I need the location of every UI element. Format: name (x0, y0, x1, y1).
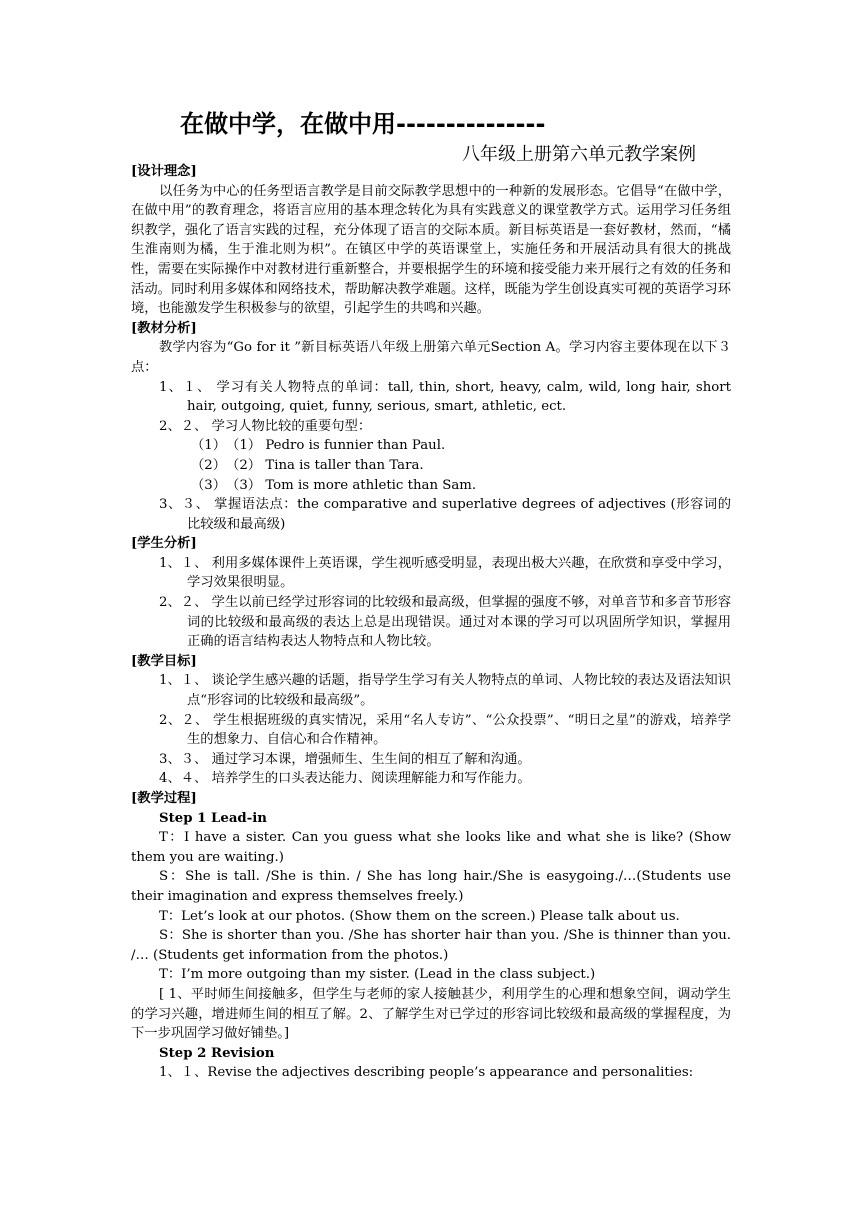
revision-item-1: 1、１、Revise the adjectives describing people’s appearance and personalities: (159, 1065, 694, 1081)
dialogue-line-2: S：She is tall. /She is thin. / She has long hair./She is easygoing./…(Students use their imagination and express themselves freely.) (131, 869, 731, 904)
material-subitem-3: （3） （3） Tom is more athletic than Sam. (191, 477, 477, 493)
document-body (131, 162, 731, 1083)
process-note: [ 1、平时师生间接触多，但学生与老师的家人接触甚少，利用学生的心理和想象空间，调动学生的学习兴趣，增进师生间的相互了解。2、了解学生对已学过的形容词比较级和最高级的掌握程度，为下一步巩固学习做好铺垫。] (131, 986, 731, 1042)
section-heading-process: [教学过程] (131, 791, 197, 806)
goals-item-1: 1、１、 谈论学生感兴趣的话题，指导学生学习有关人物特点的单词、人物比较的表达及语法知识点“形容词的比较级和最高级”。 (159, 673, 731, 709)
material-item-2: 2、２、 学习人物比较的重要句型： (159, 418, 372, 434)
dialogue-line-5: T：I’m more outgoing than my sister. (Lead in the class subject.) (159, 967, 596, 983)
material-item-1: 1、１、 学习有关人物特点的单词：tall, thin, short, heavy, calm, wild, long hair, short hair, outgoing, quiet, funny, serious, smart, athletic, ect. (159, 379, 731, 415)
section-heading-design: [设计理念] (131, 164, 197, 179)
material-item-3: 3、３、 掌握语法点：the comparative and superlative degrees of adjectives (形容词的比较级和最高级) (159, 497, 731, 532)
dialogue-line-1: T：I have a sister. Can you guess what she looks like and what she is like? (Show them you are waiting.) (131, 830, 731, 865)
material-subitem-2: （2） （2） Tina is taller than Tara. (191, 457, 424, 473)
section-heading-material: [教材分析] (131, 320, 197, 336)
step-1-heading: Step 1 Lead-in (159, 810, 267, 826)
document-title: 在做中学，在做中用--------------- (180, 110, 546, 138)
goals-item-4: 4、４、 培养学生的口头表达能力、阅读理解能力和写作能力。 (159, 771, 531, 787)
material-subitem-1: （1） （1） Pedro is funnier than Paul. (191, 438, 446, 454)
goals-item-3: 3、３、 通过学习本课，增强师生、生生间的相互了解和沟通。 (159, 751, 531, 767)
goals-item-2: 2、２、 学生根据班级的真实情况，采用“名人专访”、“公众投票”、“明日之星”的游戏，培养学生的想象力、自信心和合作精神。 (159, 712, 731, 748)
dialogue-line-4: S：She is shorter than you. /She has shorter hair than you. /She is thinner than you. /… (Students get information from the photos.) (131, 928, 731, 963)
section-heading-goals: [教学目标] (131, 653, 197, 669)
design-paragraph: 以任务为中心的任务型语言教学是目前交际教学思想中的一种新的发展形态。它倡导“在做中学，在做中用”的教育理念，将语言应用的基本理念转化为具有实践意义的课堂教学方式。运用学习任务组织教学，强化了语言实践的过程，充分体现了语言的交际本质。新目标英语是一套好教材，然而，“橘生淮南则为橘，生于淮北则为枳”。在镇区中学的英语课堂上，实施任务和开展活动具有很大的挑战性，需要在实际操作中对教材进行重新整合，并要根据学生的环境和接受能力来开展行之有效的任务和活动。同时利用多媒体和网络技术，帮助解决教学难题。这样，既能为学生创设真实可视的英语学习环境，也能激发学生积极参与的欲望，引起学生的共鸣和兴趣。 (131, 183, 731, 317)
students-item-2: 2、２、 学生以前已经学过形容词的比较级和最高级，但掌握的强度不够，对单音节和多音节形容词的比较级和最高级的表达上总是出现错误。通过对本课的学习可以巩固所学知识，掌握用正确的语言结构表达人物特点和人物比较。 (159, 595, 731, 650)
students-item-1: 1、１、 利用多媒体课件上英语课，学生视听感受明显，表现出极大兴趣，在欣赏和享受中学习，学习效果很明显。 (159, 555, 731, 591)
material-paragraph: 教学内容为“Go for it ”新目标英语八年级上册第六单元Section A。学习内容主要体现在以下３点： (131, 340, 731, 375)
section-heading-students: [学生分析] (131, 536, 197, 552)
dialogue-line-3: T：Let’s look at our photos. (Show them on the screen.) Please talk about us. (159, 908, 680, 924)
step-2-heading: Step 2 Revision (159, 1045, 275, 1061)
document-subtitle: 八年级上册第六单元教学案例 (462, 144, 696, 165)
